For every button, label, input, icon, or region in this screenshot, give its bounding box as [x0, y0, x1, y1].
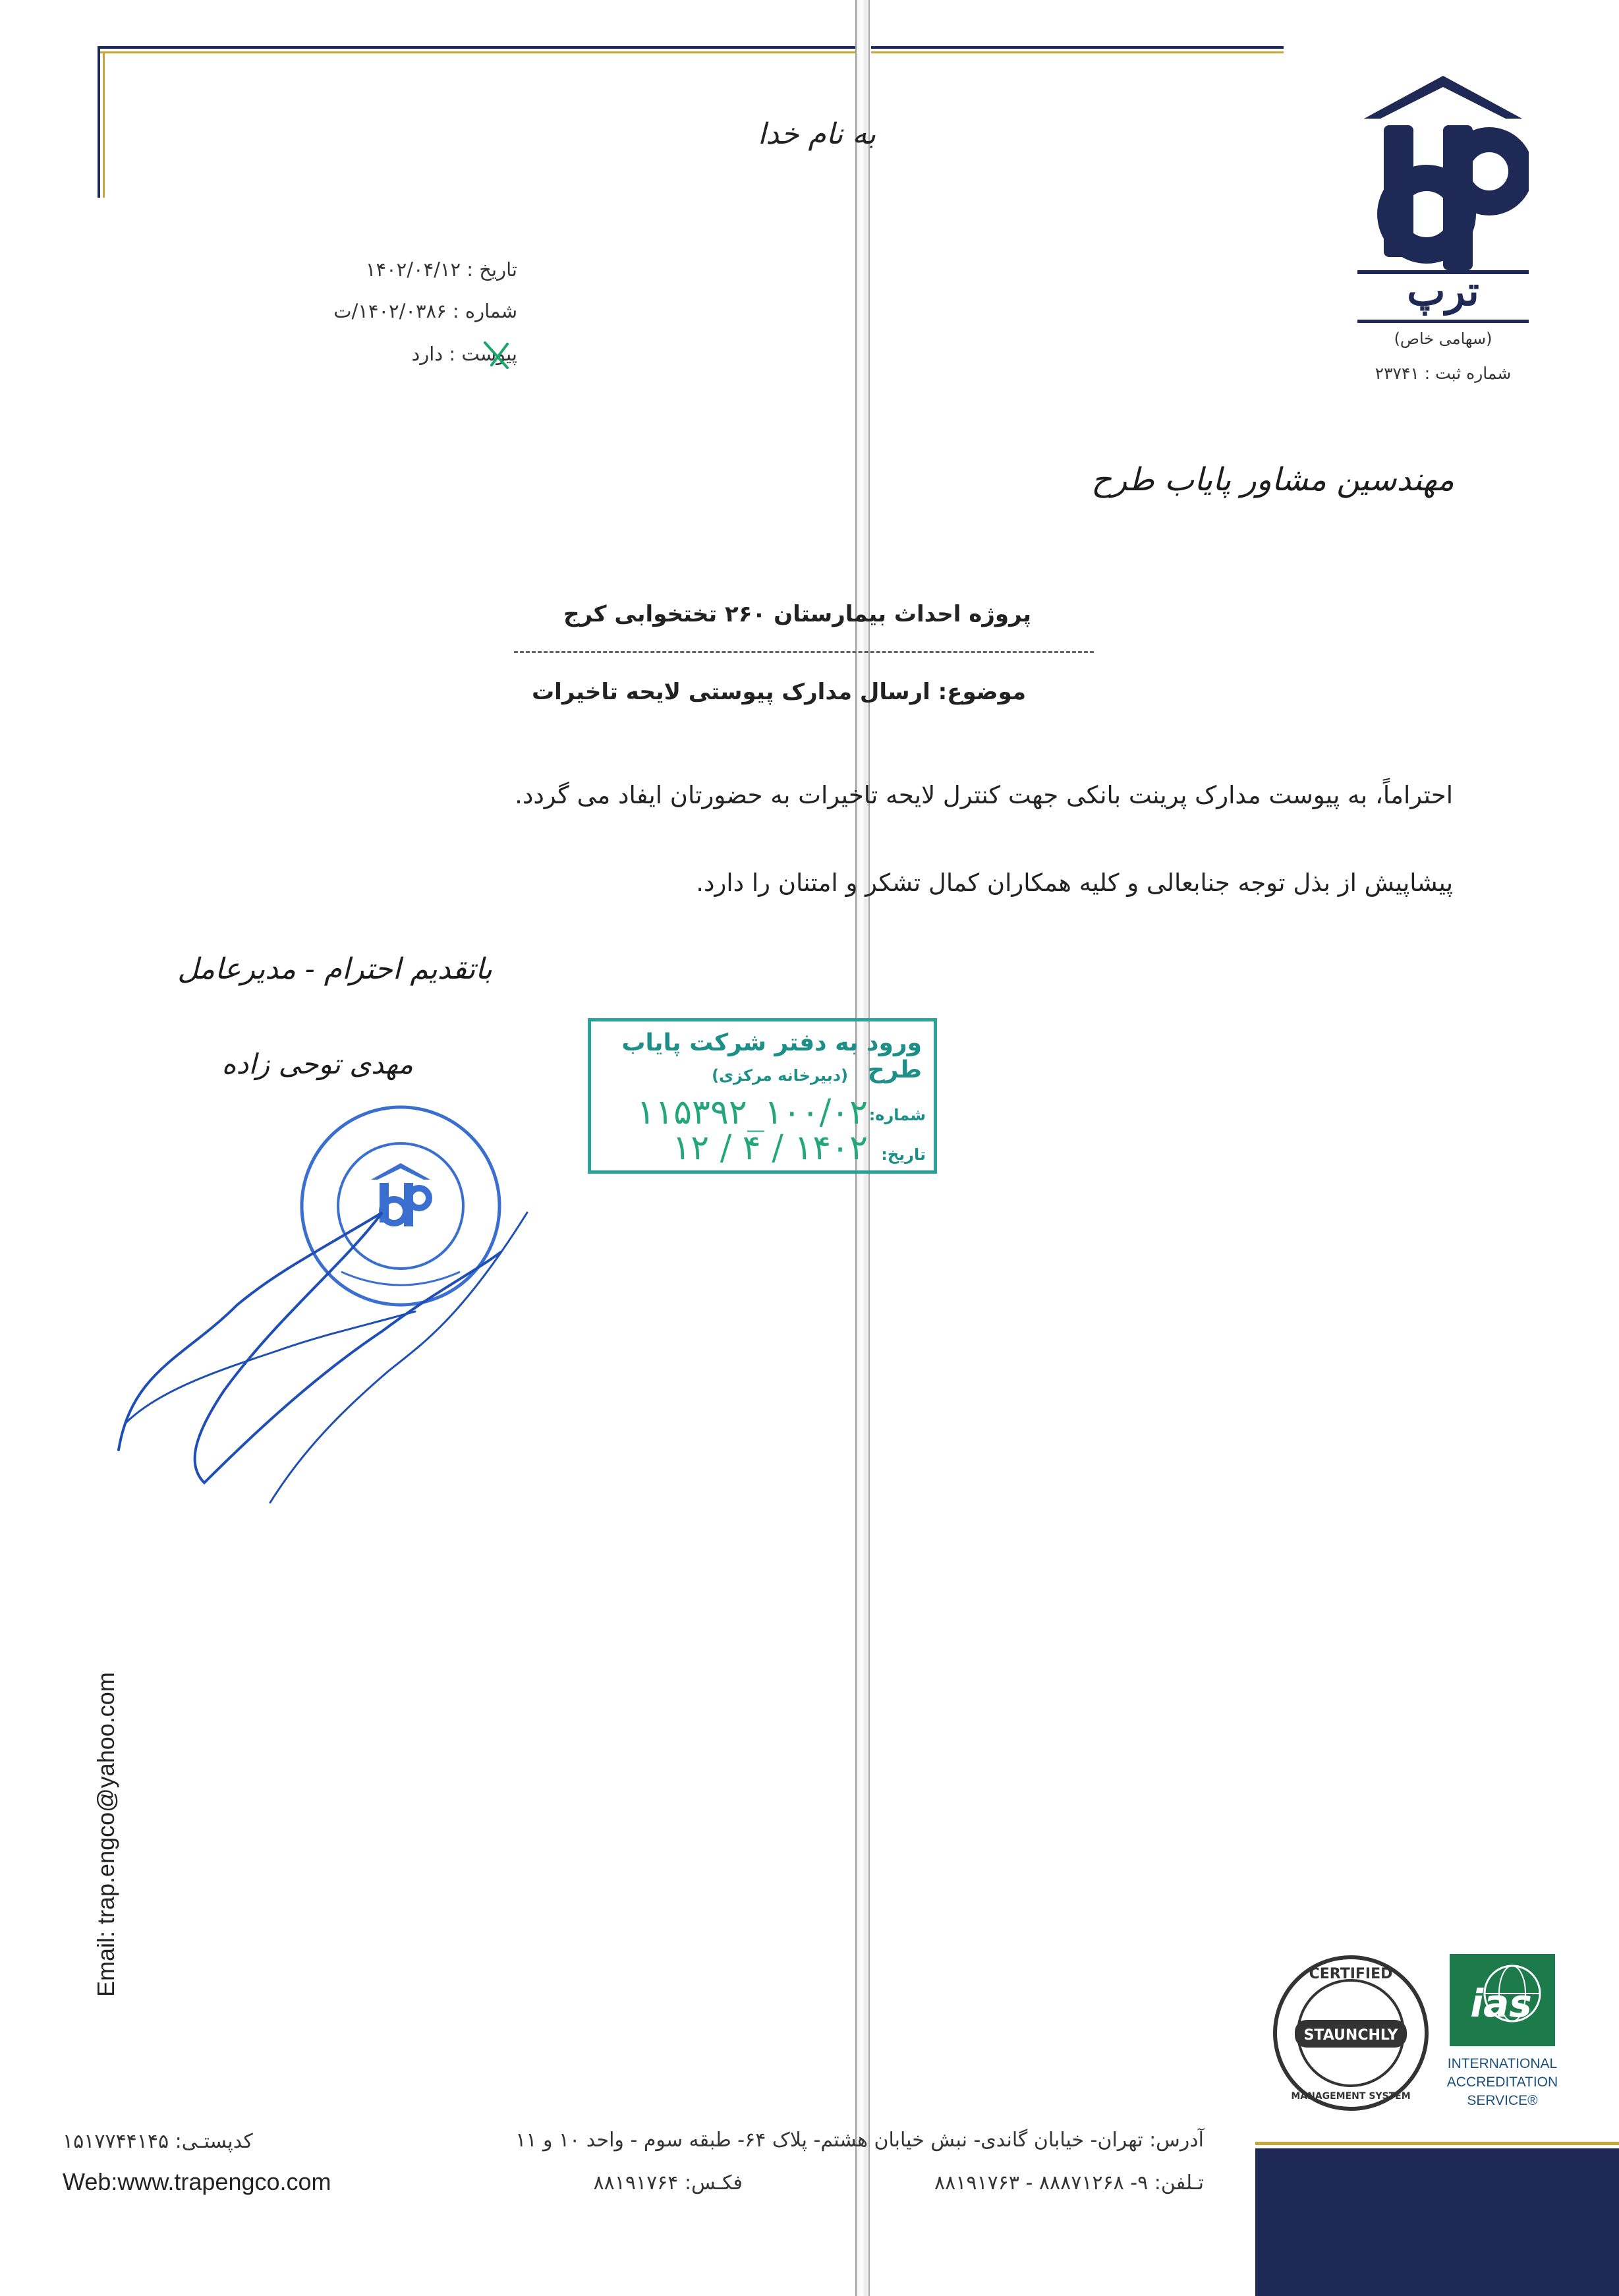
logo-company-type: (سهامی خاص) [1394, 330, 1492, 348]
frame-top-line [98, 46, 1284, 49]
letter-attachment: پیوست : دارد [411, 343, 517, 365]
ias-logo-text: ias [1470, 1981, 1532, 2026]
receipt-date-value: ۱۴۰۲ / ۴ / ۱۲ [672, 1128, 868, 1168]
footer-bar [1255, 2148, 1619, 2296]
logo-name: ترپ [1407, 267, 1479, 315]
project-title: پروژه احداث بیمارستان ۲۶۰ تختخوابی کرج [563, 601, 1031, 627]
footer-phone: تـلفن: ۹- ۸۸۸۷۱۲۶۸ - ۸۸۱۹۱۷۶۳ [934, 2171, 1204, 2195]
receipt-number-value: ۱۰۰/۰۲_۱۱۵۳۹۲ [637, 1093, 868, 1132]
addressee: مهندسین مشاور پایاب طرح [1091, 461, 1454, 498]
cert-bottom-text: MANAGEMENT SYSTEM [1291, 2091, 1411, 2102]
letter-date: تاریخ : ۱۴۰۲/۰۴/۱۲ [365, 258, 517, 281]
email-text[interactable]: Email: trap.engco@yahoo.com [92, 1672, 119, 1997]
bismillah: به نام خدا [758, 117, 876, 151]
receipt-stamp-title: ورود به دفتر شرکت پایاب طرح [621, 1029, 922, 1083]
handwritten-signature [105, 1173, 567, 1516]
certified-badge-icon [1268, 1951, 1433, 2115]
ias-globe-icon [1450, 1954, 1555, 2046]
email-vertical [92, 1641, 119, 1997]
letter-number: شماره : ۱۴۰۲/۰۳۸۶/ت [333, 300, 517, 322]
subject: موضوع: ارسال مدارک پیوستی لایحه تاخیرات [532, 679, 1026, 705]
footer-fax: فکـس: ۸۸۱۹۱۷۶۴ [593, 2171, 743, 2195]
footer-address: آدرس: تهران- خیابان گاندی- نبش خیابان هشتم- پلاک ۶۴- طبقه سوم - واحد ۱۰ و ۱۱ [515, 2129, 1204, 2152]
ias-label [1430, 2055, 1575, 2110]
footer-postal-code: کدپستـی: ۱۵۱۷۷۴۴۱۴۵ [63, 2130, 253, 2153]
ias-line: ACCREDITATION [1446, 2075, 1558, 2090]
closing: باتقدیم احترام - مدیرعامل [177, 952, 492, 986]
body-paragraph: پیشاپیش از بذل توجه جنابعالی و کلیه همکاران کمال تشکر و امتنان را دارد. [696, 869, 1453, 897]
receipt-stamp-subtitle: (دبیرخانه مرکزی) [712, 1066, 848, 1085]
ias-badge [1450, 1954, 1555, 2046]
logo-registration: شماره ثبت : ۲۳۷۴۱ [1375, 364, 1512, 383]
footer-website[interactable]: Web:www.trapengco.com [63, 2168, 331, 2195]
ias-line: SERVICE® [1467, 2093, 1538, 2108]
check-x-mark-icon [480, 339, 513, 372]
receipt-number-label: شماره: [868, 1106, 926, 1124]
frame-left-line [98, 46, 100, 198]
receipt-date-label: تاریخ: [881, 1145, 926, 1164]
frame-left-accent [103, 51, 105, 198]
footer-accent-line [1255, 2142, 1619, 2145]
ias-line: INTERNATIONAL [1447, 2056, 1558, 2071]
cert-mid-text: STAUNCHLY [1303, 2027, 1398, 2044]
signatory-name: مهدی توحی زاده [221, 1048, 413, 1080]
frame-top-accent [98, 51, 1284, 53]
dashed-divider [514, 651, 1094, 653]
receipt-stamp [588, 1018, 937, 1174]
body-paragraph: احتراماً، به پیوست مدارک پرینت بانکی جهت کنترل لایحه تاخیرات به حضورتان ایفاد می گردد. [515, 781, 1453, 809]
cert-top-text: CERTIFIED [1309, 1966, 1393, 1982]
